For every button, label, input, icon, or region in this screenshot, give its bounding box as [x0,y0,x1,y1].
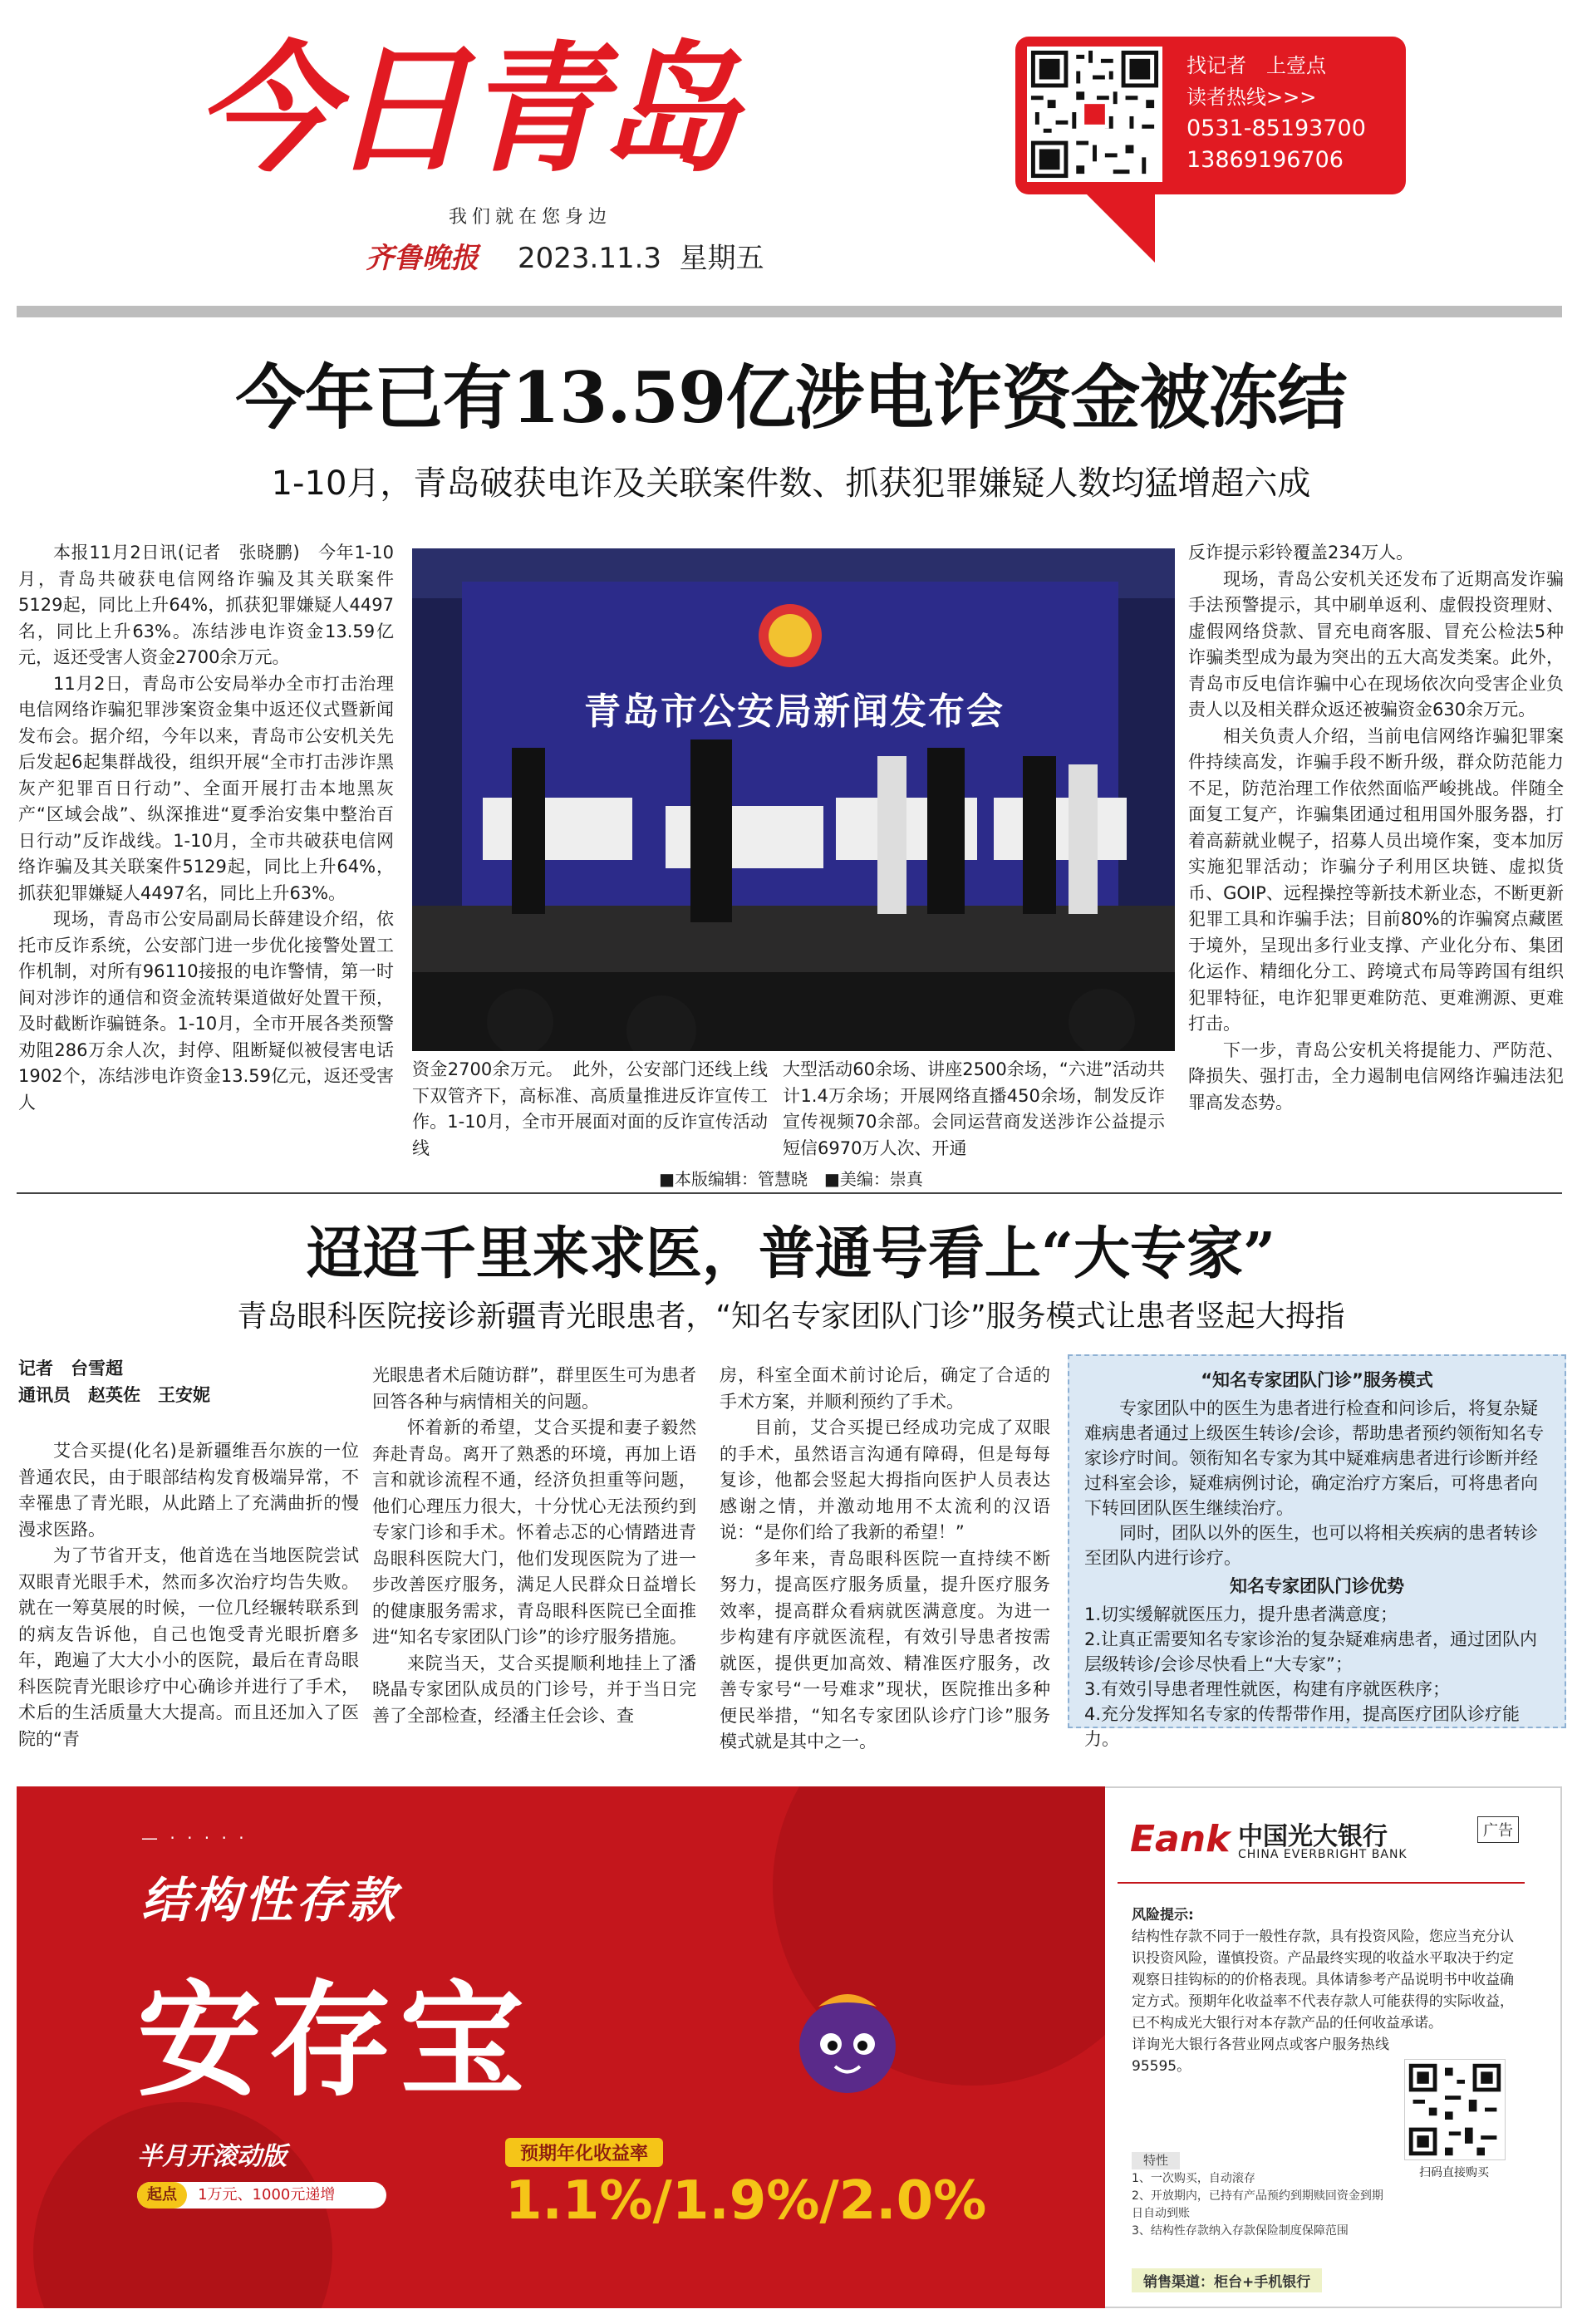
issue-weekday: 星期五 [679,242,764,275]
feature-item: 1、一次购买，自动滚存 [1132,2172,1255,2185]
ad-rate-label: 预期年化收益率 [505,2138,663,2167]
sales-channels: 销售渠道：柜台+手机银行 [1132,2268,1322,2292]
ad-start-value: 1万元、1000元递增 [198,2186,336,2204]
dateline [518,235,764,276]
paragraph: 来院当天，艾合买提顺利地挂上了潘晓晶专家团队成员的门诊号，并于当日完善了全部检查，经潘主任会诊、查 [372,1653,696,1726]
sidebar-paragraph: 专家团队中的医生为患者进行检查和问诊后，将复杂疑难病患者通过上级医生转诊/会诊，帮助患者预约领衔知名专家诊疗时间。领衔知名专家为其中疑难病患者进行诊断并经过科室会诊，疑难病例讨论，确定治疗方案后，可将患者向下转回团队医生继续治疗。 [1084,1398,1545,1518]
press-conference-photo [412,548,1175,1051]
top-rule [17,306,1562,317]
paragraph: 大型活动60余场、讲座2500余场，“六进”活动共计1.4万余场；开展网络直播450余场，制发反诈宣传视频70余部。会同运营商发送涉诈公益提示短信6970万人次、开通 [783,1059,1165,1158]
ad-features [1132,2152,1389,2240]
issue-date: 2023.11.3 [518,242,662,275]
paragraph: 目前，艾合买提已经成功完成了双眼的手术，虽然语言沟通有障碍，但是每每复诊，他都会竖起大拇指向医护人员表达感谢之情，并激动地用不太流利的汉语说：“是你们给了我新的希望！” [720,1417,1050,1542]
story2-column-3 [720,1363,1050,1756]
sidebar-list-item: 1.切实缓解就医压力，提升患者满意度； [1084,1604,1398,1624]
story1-column-2 [412,1057,768,1162]
paragraph: 房，科室全面术前讨论后，确定了合适的手术方案，并顺利预约了手术。 [720,1365,1050,1412]
story2-headline: 迢迢千里来求医，普通号看上“大专家” [306,1221,1276,1287]
paragraph: 光眼患者术后随访群”，群里医生可为患者回答各种与病情相关的问题。 [372,1365,696,1412]
paragraph: 本报11月2日讯(记者 张晓鹏) 今年1-10月，青岛共破获电信网络诈骗及其关联案件5129起，同比上升64%，抓获犯罪嫌疑人4497名，同比上升63%。冻结涉电诈资金13.59亿元，返还受害人资金2700余万元。 [18,543,394,667]
hotline-line: 找记者 上壹点 [1186,54,1326,77]
purchase-qr-icon[interactable] [1404,2059,1506,2160]
risk-notice [1132,1904,1514,2077]
hotline-line: 读者热线>>> [1186,86,1317,109]
risk-title: 风险提示: [1132,1907,1194,1924]
sidebar-list-item: 4.充分发挥知名专家的传帮带作用，提高医疗团队诊疗能力。 [1084,1704,1521,1749]
byline-correspondent: 通讯员 赵英佐 王安妮 [18,1384,210,1405]
story1-column-3 [783,1057,1165,1162]
story2-subhead: 青岛眼科医院接诊新疆青光眼患者，“知名专家团队门诊”服务模式让患者竖起大拇指 [237,1300,1345,1334]
sidebar-list-item: 2.让真正需要知名专家诊治的复杂疑难病患者，通过团队内层级转诊/会诊尽快看上“大专家”； [1084,1629,1538,1674]
byline-reporter: 记者 台雪超 [18,1359,123,1378]
masthead-slogan: 我们就在您身边 [449,207,612,228]
paragraph: 为了节省开支，他首选在当地医院尝试双眼青光眼手术，然而多次治疗均告失败。就在一筹莫展的时候，一位几经辗转联系到的病友告诉他，自己也饱受青光眼折磨多年，跑遍了大大小小的医院，最后在青岛眼科医院青光眼诊疗中心确诊并进行了手术，术后的生活质量大大提高。而且还加入了医院的“青 [18,1545,359,1749]
story1-column-1 [18,540,394,1116]
mascot-icon [793,1982,902,2098]
bank-name-en: CHINA EVERBRIGHT BANK [1238,1848,1408,1861]
sidebar-paragraph: 同时，团队以外的医生，也可以将相关疾病的患者转诊至团队内进行诊疗。 [1084,1523,1538,1568]
paragraph: 反诈提示彩铃覆盖234万人。 [1188,543,1414,563]
bank-logo: Eank [1130,1818,1231,1860]
ad-start-label: 起点 [137,2182,187,2209]
ad-divider [1118,1882,1525,1884]
ad-rates: 1.1%/1.9%/2.0% [505,2170,987,2232]
speech-tail [1080,188,1155,263]
paragraph: 多年来，青岛眼科医院一直持续不断努力，提高医疗服务质量，提升医疗服务效率，提高群众看病就医满意度。为进一步构建有序就医流程，有效引导患者按需就医，提供更加高效、精准医疗服务，改善专家号“一号难求”现状，医院推出多种便民举措，“知名专家团队诊疗门诊”服务模式就是其中之一。 [720,1548,1050,1752]
paragraph: 现场，青岛公安机关还发布了近期高发诈骗手法预警提示，其中刷单返利、虚假投资理财、虚假网络贷款、冒充电商客服、冒充公检法5种诈骗类型成为最为突出的五大高发类案。此外，青岛市反电信诈骗中心在现场依次向受害企业负责人以及相关群众返还被骗资金630余万元。 [1188,568,1564,720]
sidebar-box [1068,1354,1566,1749]
story2-column-1 [18,1356,359,1752]
page-credit: ■本版编辑：管慧晓 ■美编：崇真 [659,1169,923,1189]
reader-hotline [1186,50,1403,176]
risk-text: 结构性存款不同于一般性存款，具有投资风险，您应当充分认识投资风险，谨慎投资。产品最终实现的收益水平取决于约定观察日挂钩标的的价格表现。具体请参考产品说明书中收益确定方式。预期年化收益率不代表存款人可能获得的实际收益，已不构成光大银行对本存款产品的任何收益承诺。 [1132,1928,1514,2032]
ad-tag: 广告 [1477,1816,1519,1843]
qr-caption: 扫码直接购买 [1419,2166,1489,2179]
hotline-phone[interactable]: 13869196706 [1186,147,1344,173]
story1-subhead: 1-10月，青岛破获电诈及关联案件数、抓获犯罪嫌疑人数均猛增超六成 [271,464,1311,503]
sidebar-list-item: 3.有效引导患者理性就医，构建有序就医秩序； [1084,1679,1451,1699]
photo-backdrop-text: 青岛市公安局新闻发布会 [584,690,1005,733]
sidebar-title: 知名专家团队门诊优势 [1230,1576,1404,1596]
story1-column-4 [1188,540,1564,1116]
sidebar-title: “知名专家团队门诊”服务模式 [1201,1370,1433,1390]
story2-column-2 [372,1363,696,1729]
ad-version: 半月开滚动版 [137,2142,287,2171]
ad-red-panel[interactable] [17,1786,1105,2308]
ad-tagline: 结构性存款 [141,1872,400,1928]
feature-item: 2、开放期内，已持有产品预约到期赎回资金到期日自动到账 [1132,2189,1383,2220]
paragraph: 怀着新的希望，艾合买提和妻子毅然奔赴青岛。离开了熟悉的环境，再加上语言和就诊流程不通，经济负担重等问题，他们心理压力很大，十分忧心无法预约到专家门诊和手术。怀着忐忑的心情踏进青岛眼科医院大门，他们发现医院为了进一步改善医疗服务，满足人民群众日益增长的健康服务需求，青岛眼科医院已全面推进“知名专家团队门诊”的诊疗服务措施。 [372,1417,696,1647]
paragraph: 11月2日，青岛市公安局举办全市打击治理电信网络诈骗犯罪涉案资金集中返还仪式暨新闻发布会。据介绍，今年以来，青岛市公安机关先后发起6起集群战役，组织开展“全市打击涉诈黑灰产犯罪百日行动”、全面开展打击本地黑灰产“区域会战”、纵深推进“夏季治安集中整治百日行动”反诈战线。1-10月，全市共破获电信网络诈骗及其关联案件5129起，同比上升64%，抓获犯罪嫌疑人4497名，同比上升63%。 [18,673,394,903]
paragraph: 资金2700余万元。 此外，公安部门还线上线下双管齐下，高标准、高质量推进反诈宣传工作。1-10月，全市开展面对面的反诈宣传活动线 [412,1059,768,1158]
paragraph: 艾合买提(化名)是新疆维吾尔族的一位普通农民，由于眼部结构发育极端异常，不幸罹患了青光眼，从此踏上了充满曲折的慢漫求医路。 [18,1441,359,1540]
story1-headline: 今年已有13.59亿涉电诈资金被冻结 [235,356,1347,439]
ad-start-pill [137,2182,386,2209]
newspaper-brand: 齐鲁晚报 [366,242,479,275]
bank-name: 中国光大银行 [1238,1822,1388,1851]
feature-item: 3、结构性存款纳入存款保险制度保障范围 [1132,2224,1349,2238]
ad-dots: — · · · · · [141,1828,248,1848]
ad-product-name: 安存宝 [137,1969,532,2114]
paragraph: 下一步，青岛公安机关将提能力、严防范、降损失、强打击，全力遏制电信网络诈骗违法犯罪高发态势。 [1188,1039,1564,1113]
hotline-phone[interactable]: 0531-85193700 [1186,115,1366,141]
paragraph: 相关负责人介绍，当前电信网络诈骗犯罪案件持续高发，诈骗手段不断升级，群众防范能力不足，防范治理工作依然面临严峻挑战。伴随全面复工复产，诈骗集团通过租用国外服务器，打着高薪就业幌子，招募人员出境作案，变本加厉实施犯罪活动；诈骗分子利用区块链、虚拟货币、GOIP、远程操控等新技术新业态，不断更新犯罪工具和诈骗手法；目前80%的诈骗窝点藏匿于境外，呈现出多行业支撑、产业化分布、集团化运作、精细化分工、跨境式布局等跨国有组织犯罪特征，电诈犯罪更难防范、更难溯源、更难打击。 [1188,725,1564,1034]
paragraph: 现场，青岛市公安局副局长薛建设介绍，依托市反诈系统，公安部门进一步优化接警处置工作机制，对所有96110接报的电诈警情，第一时间对涉诈的通信和资金流转渠道做好处置干预，及时截断诈骗链条。1-10月，全市开展各类预警劝阻286万余人次，封停、阻断疑似被侵害电话1902个，冻结涉电诈资金13.59亿元，返还受害人 [18,909,394,1113]
features-title: 特性 [1132,2152,1180,2169]
risk-contact: 详询光大银行各营业网点或客户服务热线95595。 [1132,2037,1389,2075]
masthead-title: 今日青岛 [195,28,734,191]
qr-code-icon[interactable] [1027,47,1162,182]
section-rule [17,1192,1562,1194]
